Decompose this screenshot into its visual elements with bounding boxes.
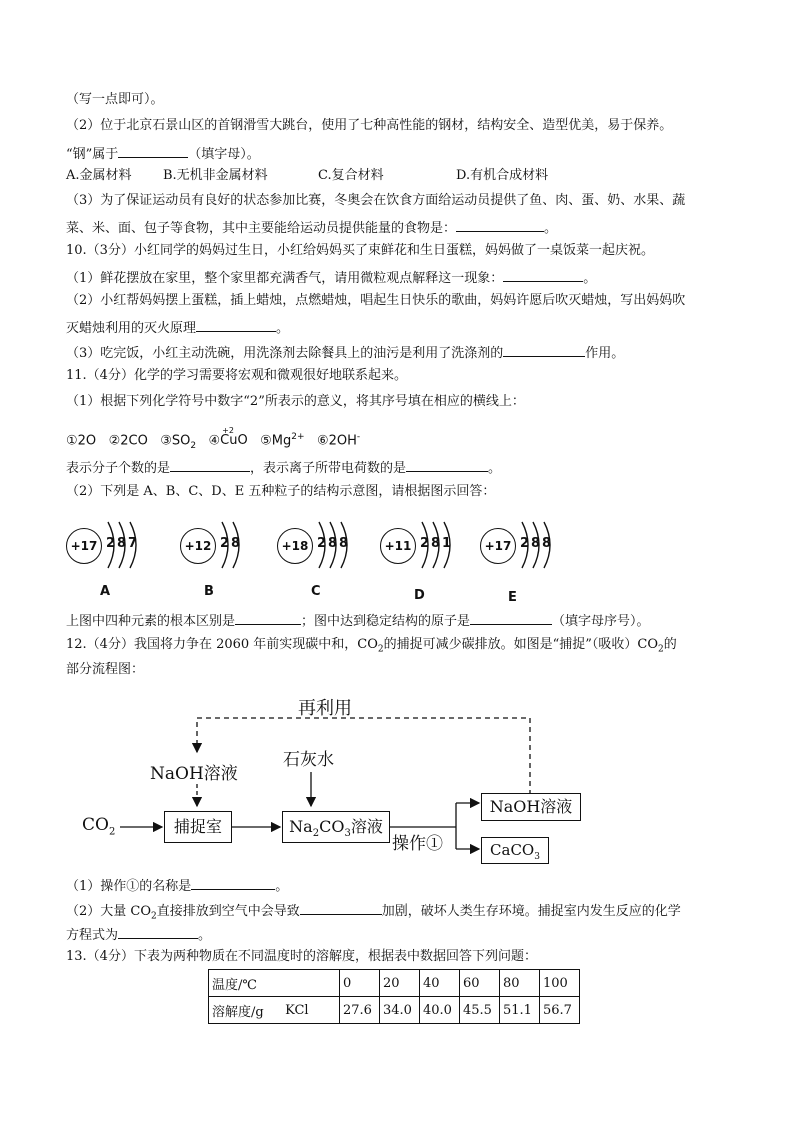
table-cell: 20	[380, 970, 420, 997]
table-header-temp: 温度/℃	[209, 970, 340, 997]
option-b[interactable]: B.无机非金属材料	[163, 168, 268, 183]
q9-tail: （写一点即可）。	[66, 92, 164, 107]
electron-count: 8	[339, 536, 349, 551]
q11-answer-line: 表示分子个数的是 ，表示离子所带电荷数的是 。	[66, 457, 501, 478]
answer-blank[interactable]	[118, 924, 198, 939]
electron-count: 8	[328, 536, 338, 551]
q11-stem: 11.（4分）化学的学习需要将宏观和微观很好地联系起来。	[66, 368, 407, 383]
electron-count: 8	[431, 536, 441, 551]
atom-label: A	[100, 584, 111, 599]
flow-na2co3-solution: $Na_2CO_3$溶液	[282, 811, 390, 843]
q10-part2-line1: （2）小红帮妈妈摆上蛋糕，插上蜡烛，点燃蜡烛，唱起生日快乐的歌曲，妈妈许愿后吹灭蜡烛，写出妈妈吹	[66, 293, 686, 308]
table-row	[209, 970, 580, 997]
q12-stem-line2: 部分流程图：	[66, 662, 145, 677]
flow-lime-water: 石灰水	[283, 750, 334, 770]
electron-count: 8	[531, 536, 541, 551]
flow-naoh-top: NaOH溶液	[150, 764, 238, 784]
table-cell: 56.7	[540, 997, 580, 1024]
q10-stem: 10.（3分）小红同学的妈妈过生日，小红给妈妈买了束鲜花和生日蛋糕，妈妈做了一桌饭菜一起庆祝。	[66, 243, 654, 258]
electron-count: 2	[220, 536, 230, 551]
electron-count: 8	[117, 536, 127, 551]
q11-part2-question: 上图中四种元素的根本区别是 ；图中达到稳定结构的原子是 （填字母序号）。	[66, 610, 650, 631]
q12-stem-line1: 12.（4分）我国将力争在 2060 年前实现碳中和，$CO_2$的捕捉可减少碳排放。如图是“捕捉”（吸收）$CO_2$的	[66, 637, 677, 655]
table-cell: 40.0	[420, 997, 460, 1024]
electron-count: 1	[442, 536, 452, 551]
flow-reuse-label: 再利用	[298, 698, 352, 719]
table-substance: KCl	[282, 997, 339, 1024]
table-row-label: 溶解度/g	[209, 997, 283, 1024]
electron-count: 7	[128, 536, 138, 551]
table-cell: 51.1	[500, 997, 540, 1024]
atom-nucleus: +12	[180, 528, 216, 564]
q9-part2-line2: “钢”属于 （填字母）。	[66, 143, 260, 164]
q10-part3: （3）吃完饭，小红主动洗碗，用洗涤剂去除餐具上的油污是利用了洗涤剂的 作用。	[66, 342, 624, 363]
atom-nucleus: +11	[380, 528, 416, 564]
atom-label: C	[311, 584, 321, 599]
electron-count: 8	[542, 536, 552, 551]
table-cell: 0	[340, 970, 380, 997]
q12-part1: （1）操作①的名称是 。	[66, 875, 288, 896]
atom-label: D	[414, 588, 425, 603]
atom-nucleus: +18	[277, 528, 313, 564]
electron-count: 2	[106, 536, 116, 551]
electron-count: 8	[231, 536, 241, 551]
table-cell: 100	[540, 970, 580, 997]
electron-count: 2	[317, 536, 327, 551]
q11-part1: （1）根据下列化学符号中数字“2”所表示的意义，将其序号填在相应的横线上：	[66, 394, 525, 409]
flow-capture-room: 捕捉室	[164, 811, 232, 843]
table-cell: 27.6	[340, 997, 380, 1024]
option-d[interactable]: D.有机合成材料	[456, 168, 549, 183]
atom-label: E	[508, 590, 517, 605]
q10-part2-line2: 灭蜡烛利用的灭火原理 。	[66, 317, 289, 338]
q10-part1: （1）鲜花摆放在家里，整个家里都充满香气，请用微粒观点解释这一现象： 。	[66, 267, 596, 288]
flow-naoh-right: NaOH溶液	[481, 793, 581, 821]
atom-nucleus: +17	[480, 528, 516, 564]
option-a[interactable]: A.金属材料	[66, 168, 132, 183]
q13-stem: 13.（4分）下表为两种物质在不同温度时的溶解度，根据表中数据回答下列问题：	[66, 949, 537, 964]
option-c[interactable]: C.复合材料	[318, 168, 384, 183]
solubility-table	[208, 969, 580, 1024]
table-cell: 34.0	[380, 997, 420, 1024]
table-row	[209, 997, 580, 1024]
electron-count: 2	[420, 536, 430, 551]
flow-operation-1: 操作①	[392, 834, 443, 854]
q11-part2: （2）下列是 A、B、C、D、E 五种粒子的结构示意图，请根据图示回答：	[66, 484, 496, 499]
table-cell: 60	[460, 970, 500, 997]
atom-label: B	[204, 584, 214, 599]
table-cell: 80	[500, 970, 540, 997]
q9-part3-line2: 菜、米、面、包子等食物，其中主要能给运动员提供能量的食物是： 。	[66, 217, 557, 238]
q12-part2-line1: （2）大量 $CO_2$直接排放到空气中会导致 加剧，破坏人类生存环境。捕捉室内发生反应的化学	[66, 900, 681, 926]
answer-blank[interactable]	[300, 900, 382, 915]
atom-nucleus: +17	[66, 528, 102, 564]
flow-caco3: CaCO$_3$	[481, 837, 549, 864]
answer-blank[interactable]	[191, 875, 275, 890]
q12-part2-line2: 方程式为 。	[66, 924, 211, 945]
q9-part2-line1: （2）位于北京石景山区的首钢滑雪大跳台，使用了七种高性能的钢材，结构安全、造型优美，易于保养。	[66, 118, 673, 133]
electron-count: 2	[520, 536, 530, 551]
table-cell: 40	[420, 970, 460, 997]
q11-symbols: ①2O ②2CO $③SO_2$ ④ +2 CuO $⑤Mg^{2+}$ ⑥2OH-	[66, 426, 361, 451]
table-cell: 45.5	[460, 997, 500, 1024]
flow-co2: $CO_2$	[82, 815, 116, 838]
q9-part3-line1: （3）为了保证运动员有良好的状态参加比赛，冬奥会在饮食方面给运动员提供了鱼、肉、蛋、奶、水果、蔬	[66, 193, 686, 208]
